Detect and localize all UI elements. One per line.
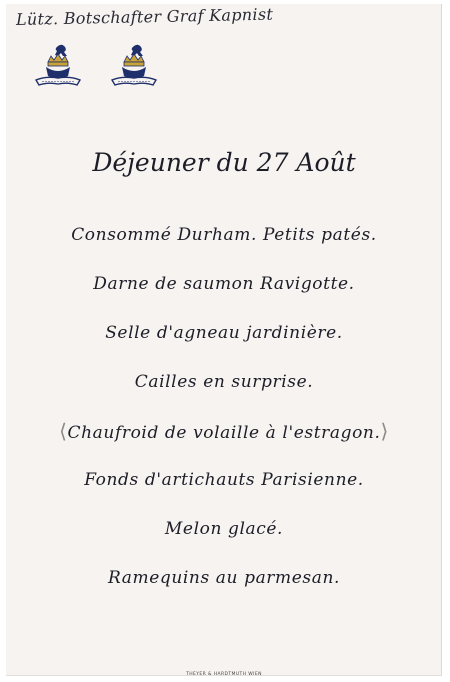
crest-right-icon [112,45,156,85]
pencil-bracket-right-icon: ⟩ [380,419,389,443]
menu-item [6,220,442,269]
menu-item-text: Selle d'agneau jardinière. [105,323,343,343]
menu-item-text: Melon glacé. [164,519,284,539]
menu-item [6,416,442,465]
crest-left-icon [36,45,80,85]
menu-card [6,4,442,676]
pencil-bracket-left-icon: ⟨ [59,419,68,443]
menu-item-text: Chaufroid de volaille à l'estragon. [67,423,381,443]
menu-item-text: Ramequins au parmesan. [107,568,341,588]
menu-item [6,563,442,612]
menu-item-text: Darne de saumon Ravigotte. [93,274,355,294]
menu-item-text: Fonds d'artichauts Parisienne. [84,470,364,490]
handwritten-inscription: Lütz. Botschafter Graf Kapnist [15,4,274,29]
menu-item [6,465,442,514]
menu-item-text: Consommé Durham. Petits patés. [71,225,377,245]
menu-item-text: Cailles en surprise. [134,372,314,392]
menu-title: Déjeuner du 27 Août [92,148,356,177]
menu-list [6,220,442,612]
menu-item [6,318,442,367]
coat-of-arms-pair [34,42,162,100]
menu-item [6,367,442,416]
menu-item [6,514,442,563]
menu-item [6,269,442,318]
printer-imprint: THEYER & HARDTMUTH WIEN [186,672,262,677]
